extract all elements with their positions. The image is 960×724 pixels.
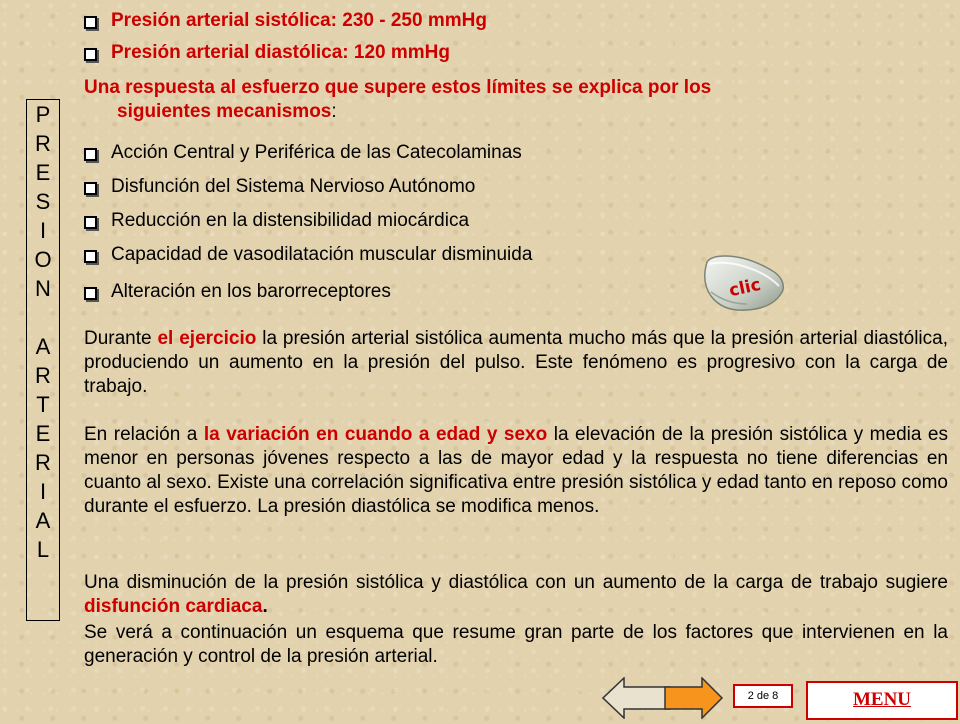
checkbox-bullet-icon [84, 148, 97, 161]
clic-button[interactable] [697, 252, 785, 314]
side-title-letter: S [35, 189, 51, 214]
side-title-letter: T [36, 392, 50, 417]
checkbox-bullet-icon [84, 216, 97, 229]
bullet-text: Disfunción del Sistema Nervioso Autónomo [111, 176, 476, 197]
bullet-item [84, 244, 532, 266]
side-title-letter: E [35, 160, 51, 185]
para1-text-c: la presión arterial sistólica aumenta mucho más que la presión arterial diastólica, produciendo un aumento en la presión del pulso. Este fenómeno es progresivo con la carga de trabajo. [84, 328, 948, 397]
paragraph-esquema: Se verá a continuación un esquema que resume gran parte de los factores que intervienen en la generación y control de la presión arterial. [84, 622, 948, 667]
side-title-letter: I [39, 479, 47, 504]
side-title-letter: N [35, 276, 51, 301]
side-title-letter: R [35, 363, 51, 388]
para3-text-c: . [262, 596, 268, 617]
para1-highlight: el ejercicio [157, 328, 257, 349]
side-title-letter: R [35, 450, 51, 475]
page-indicator: 2 de 8 [733, 684, 793, 708]
bullet-item [84, 210, 469, 232]
checkbox-bullet-icon [84, 182, 97, 195]
side-title-letter: R [35, 131, 51, 156]
paragraph-disfuncion [84, 571, 948, 619]
para3-text-a: Una disminución de la presión sistólica y diastólica con un aumento de la carga de trabajo sugiere [84, 572, 948, 593]
intro-line2: siguientes mecanismos [117, 101, 332, 122]
checkbox-bullet-icon [84, 250, 97, 263]
intro-line1: Una respuesta al esfuerzo que supere estos límites se explica por los [84, 77, 712, 98]
bullet-item [84, 281, 391, 303]
bullet-text: Acción Central y Periférica de las Catecolaminas [111, 142, 522, 163]
bullet-text: Presión arterial sistólica: 230 - 250 mmHg [111, 10, 487, 31]
side-title-letter: L [36, 537, 50, 562]
bullet-text: Capacidad de vasodilatación muscular disminuida [111, 244, 533, 265]
side-title-letter: O [34, 247, 52, 272]
next-arrow-button[interactable] [664, 677, 724, 719]
mouse-icon [697, 252, 785, 314]
para3-highlight: disfunción cardiaca [84, 596, 263, 617]
bullet-text: Presión arterial diastólica: 120 mmHg [111, 42, 450, 63]
bullet-item [84, 42, 450, 64]
checkbox-bullet-icon [84, 287, 97, 300]
para2-text-c: la elevación de la presión sistólica y media es menor en personas jóvenes respecto a las de mayor edad y la respuesta no tiene diferencias en cuanto al sexo. Existe una correlación significativa entre presión sistólica y edad tanto en reposo como durante el esfuerzo. La presión diastólica se modifica menos. [84, 424, 948, 517]
bullet-text: Reducción en la distensibilidad miocárdica [111, 210, 470, 231]
clic-label: clic [727, 274, 763, 302]
bullet-text: Alteración en los barorreceptores [111, 281, 391, 302]
checkbox-bullet-icon [84, 48, 97, 61]
intro-text [84, 76, 904, 124]
side-title-letter [27, 303, 59, 332]
side-title-letter: E [35, 421, 51, 446]
previous-arrow-button[interactable] [602, 677, 672, 719]
intro-line2-tail: : [331, 101, 337, 122]
side-title-letter: A [35, 334, 51, 359]
side-title-letter: A [35, 508, 51, 533]
bullet-item [84, 176, 475, 198]
side-title-presion-arterial [26, 99, 60, 621]
side-title-letter: P [35, 102, 51, 127]
side-title-letter: I [39, 218, 47, 243]
menu-button[interactable]: MENU [806, 681, 958, 720]
bullet-item [84, 142, 522, 164]
checkbox-bullet-icon [84, 16, 97, 29]
bullet-item [84, 10, 487, 32]
para2-text-a: En relación a [84, 424, 204, 445]
para2-highlight: la variación en cuando a edad y sexo [203, 424, 548, 445]
paragraph-edad-sexo [84, 423, 948, 519]
para1-text-a: Durante [84, 328, 158, 349]
paragraph-ejercicio [84, 327, 948, 399]
arrow-right-icon [664, 677, 724, 719]
arrow-left-icon [602, 677, 672, 719]
